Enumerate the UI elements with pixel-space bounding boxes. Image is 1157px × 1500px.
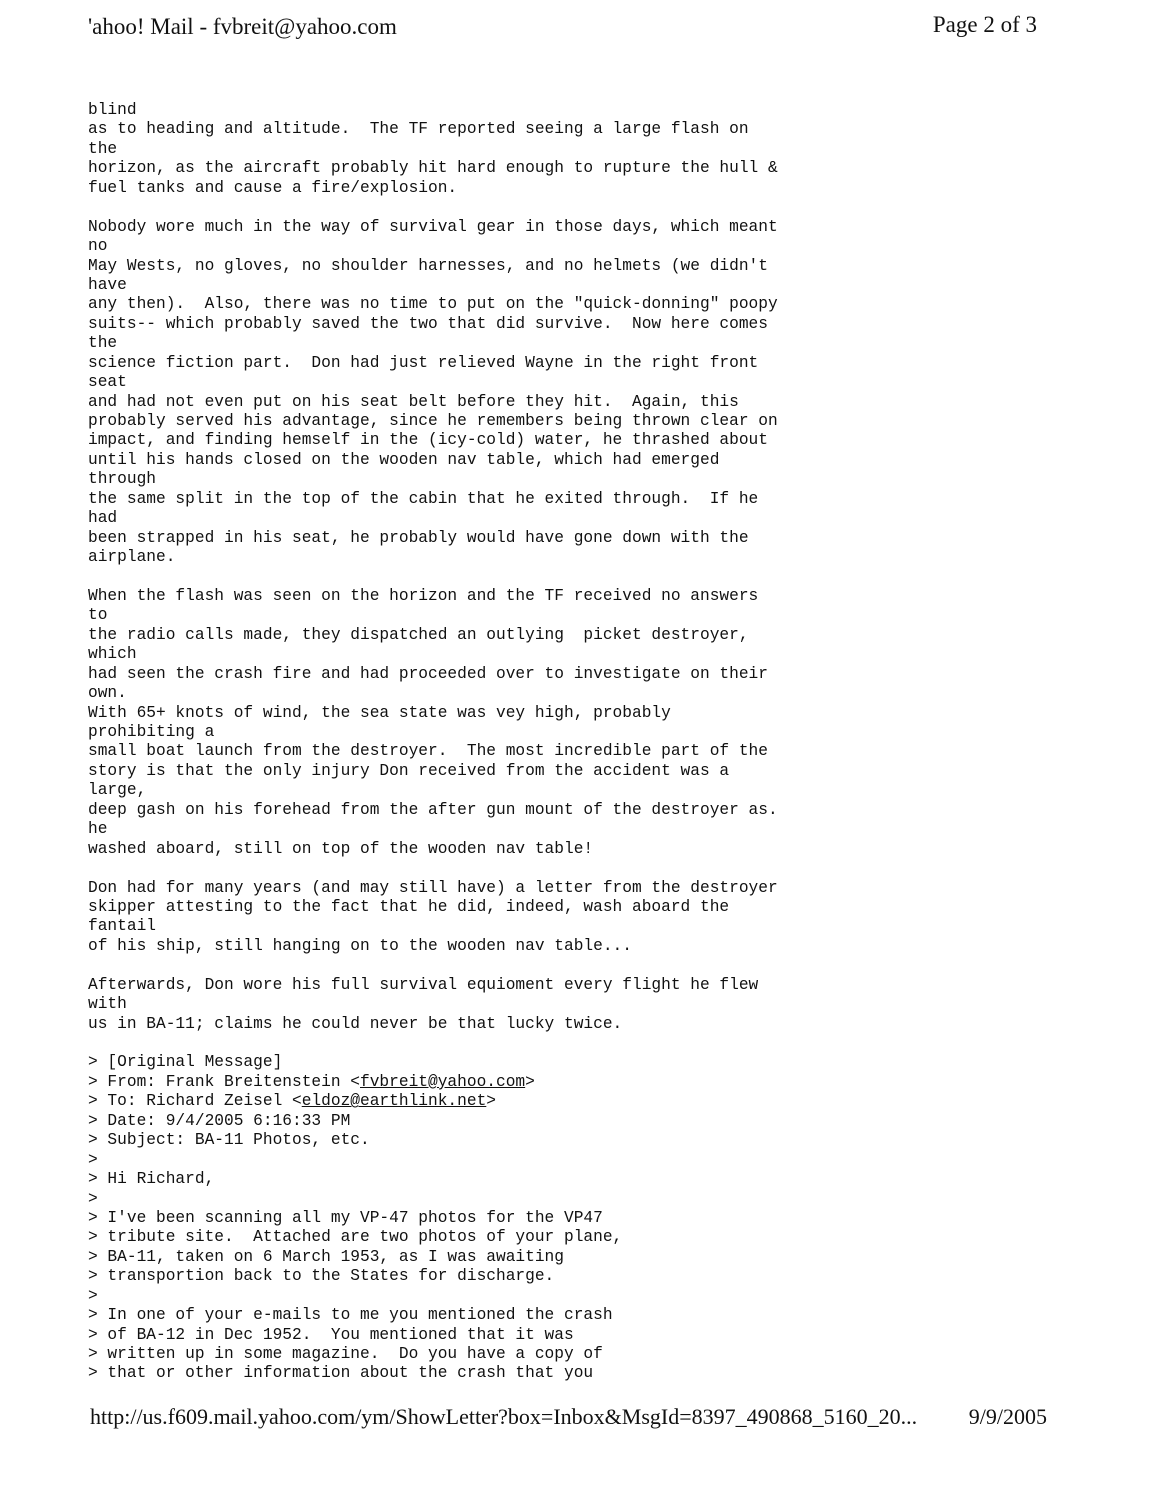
body-line-36: deep gash on his forehead from the after gun mount of the destroyer as.: [88, 800, 778, 819]
body-line-2: the: [88, 139, 118, 158]
quoted-line-5: > BA-11, taken on 6 March 1953, as I was awaiting: [88, 1247, 564, 1266]
to-email-link[interactable]: eldoz@earthlink.net: [301, 1092, 487, 1111]
body-line-16: probably served his advantage, since he remembers being thrown clear on: [88, 412, 778, 430]
body-line-21: had: [88, 509, 118, 528]
body-line-38: washed aboard, still on top of the wooden nav table!: [88, 839, 594, 858]
window-title: 'ahoo! Mail - fvbreit@yahoo.com: [88, 14, 397, 39]
quoted-line-3: > I've been scanning all my VP-47 photos for the VP47: [88, 1208, 603, 1227]
quoted-date-line: > Date: 9/4/2005 6:16:33 PM: [88, 1111, 351, 1130]
body-line-13: science fiction part. Don had just relieved Wayne in the right front: [88, 353, 759, 372]
body-line-4: fuel tanks and cause a fire/explosion.: [88, 178, 458, 197]
body-line-35: large,: [88, 781, 147, 800]
footer-date: 9/9/2005: [968, 1404, 1047, 1429]
body-line-37: he: [88, 820, 108, 839]
body-line-10: any then). Also, there was no time to put on the "quick-donning" poopy: [88, 295, 778, 314]
body-line-18: until his hands closed on the wooden nav table, which had emerged: [88, 450, 720, 469]
quoted-from-prefix: > From: Frank Breitenstein <: [88, 1072, 360, 1091]
body-line-7: no: [88, 237, 108, 256]
body-line-44: [88, 956, 848, 975]
body-line-42: fantail: [88, 917, 156, 936]
body-line-31: With 65+ knots of wind, the sea state was vey high, probably: [88, 703, 671, 722]
quoted-to-suffix: >: [486, 1092, 497, 1111]
blank-line: [88, 1034, 848, 1053]
quoted-line-2: >: [88, 1189, 98, 1208]
quoted-from-line: [88, 1073, 848, 1092]
body-line-20: the same split in the top of the cabin that he exited through. If he: [88, 489, 759, 508]
body-line-1: as to heading and altitude. The TF reported seeing a large flash on: [88, 120, 749, 139]
body-line-39: [88, 859, 848, 878]
body-line-23: airplane.: [88, 548, 176, 567]
quoted-line-1: > Hi Richard,: [88, 1170, 215, 1189]
body-line-22: been strapped in his seat, he probably would have gone down with the: [88, 528, 749, 547]
body-line-34: story is that the only injury Don received from the accident was a: [88, 761, 730, 780]
email-body: [88, 101, 848, 1384]
body-line-47: us in BA-11; claims he could never be that lucky twice.: [88, 1014, 623, 1033]
quoted-line-6: > transportion back to the States for discharge.: [88, 1267, 555, 1286]
body-line-12: the: [88, 334, 118, 353]
body-line-11: suits-- which probably saved the two that did survive. Now here comes: [88, 314, 768, 333]
page-number: Page 2 of 3: [932, 12, 1037, 37]
quoted-line-8: > In one of your e-mails to me you mentioned the crash: [88, 1306, 613, 1325]
body-line-43: of his ship, still hanging on to the wooden nav table...: [88, 936, 632, 955]
body-line-41: skipper attesting to the fact that he did, indeed, wash aboard the: [88, 897, 730, 916]
body-line-0: blind: [88, 101, 137, 119]
body-line-27: the radio calls made, they dispatched an outlying picket destroyer,: [88, 625, 749, 644]
body-line-6: Nobody wore much in the way of survival gear in those days, which meant: [88, 217, 778, 236]
body-line-14: seat: [88, 373, 127, 392]
body-line-3: horizon, as the aircraft probably hit hard enough to rupture the hull &: [88, 159, 778, 178]
body-line-17: impact, and finding hemself in the (icy-cold) water, he thrashed about: [88, 431, 768, 450]
body-line-30: own.: [88, 684, 127, 703]
body-line-8: May Wests, no gloves, no shoulder harnesses, and no helmets (we didn't: [88, 256, 768, 275]
quoted-line-10: > written up in some magazine. Do you have a copy of: [88, 1345, 603, 1363]
quoted-to-line: [88, 1092, 848, 1111]
body-line-45: Afterwards, Don wore his full survival equioment every flight he flew: [88, 975, 759, 994]
footer-url: http://us.f609.mail.yahoo.com/ym/ShowLetter?box=Inbox&MsgId=8397_490868_5160_20...: [90, 1404, 918, 1429]
body-line-25: When the flash was seen on the horizon and the TF received no answers: [88, 586, 759, 605]
body-line-5: [88, 198, 848, 217]
body-line-29: had seen the crash fire and had proceeded over to investigate on their: [88, 664, 768, 683]
quoted-original-message: > [Original Message]: [88, 1053, 283, 1072]
from-email-link[interactable]: fvbreit@yahoo.com: [360, 1072, 526, 1091]
body-line-24: [88, 568, 848, 587]
body-line-26: to: [88, 606, 108, 625]
quoted-line-4: > tribute site. Attached are two photos of your plane,: [88, 1228, 623, 1247]
body-line-19: through: [88, 470, 156, 489]
quoted-from-suffix: >: [525, 1072, 535, 1091]
quoted-line-7: >: [88, 1286, 98, 1305]
quoted-line-0: >: [88, 1150, 98, 1169]
body-line-46: with: [88, 995, 127, 1014]
quoted-line-11: > that or other information about the crash that you: [88, 1364, 594, 1383]
body-line-40: Don had for many years (and may still have) a letter from the destroyer: [88, 878, 778, 897]
quoted-line-9: > of BA-12 in Dec 1952. You mentioned that it was: [88, 1325, 574, 1344]
body-line-32: prohibiting a: [88, 723, 215, 741]
body-line-15: and had not even put on his seat belt before they hit. Again, this: [88, 392, 739, 411]
quoted-subject-line: > Subject: BA-11 Photos, etc.: [88, 1131, 370, 1150]
body-line-33: small boat launch from the destroyer. The most incredible part of the: [88, 742, 768, 761]
quoted-to-prefix: > To: Richard Zeisel <: [88, 1092, 302, 1111]
body-line-28: which: [88, 645, 137, 664]
body-line-9: have: [88, 275, 127, 294]
